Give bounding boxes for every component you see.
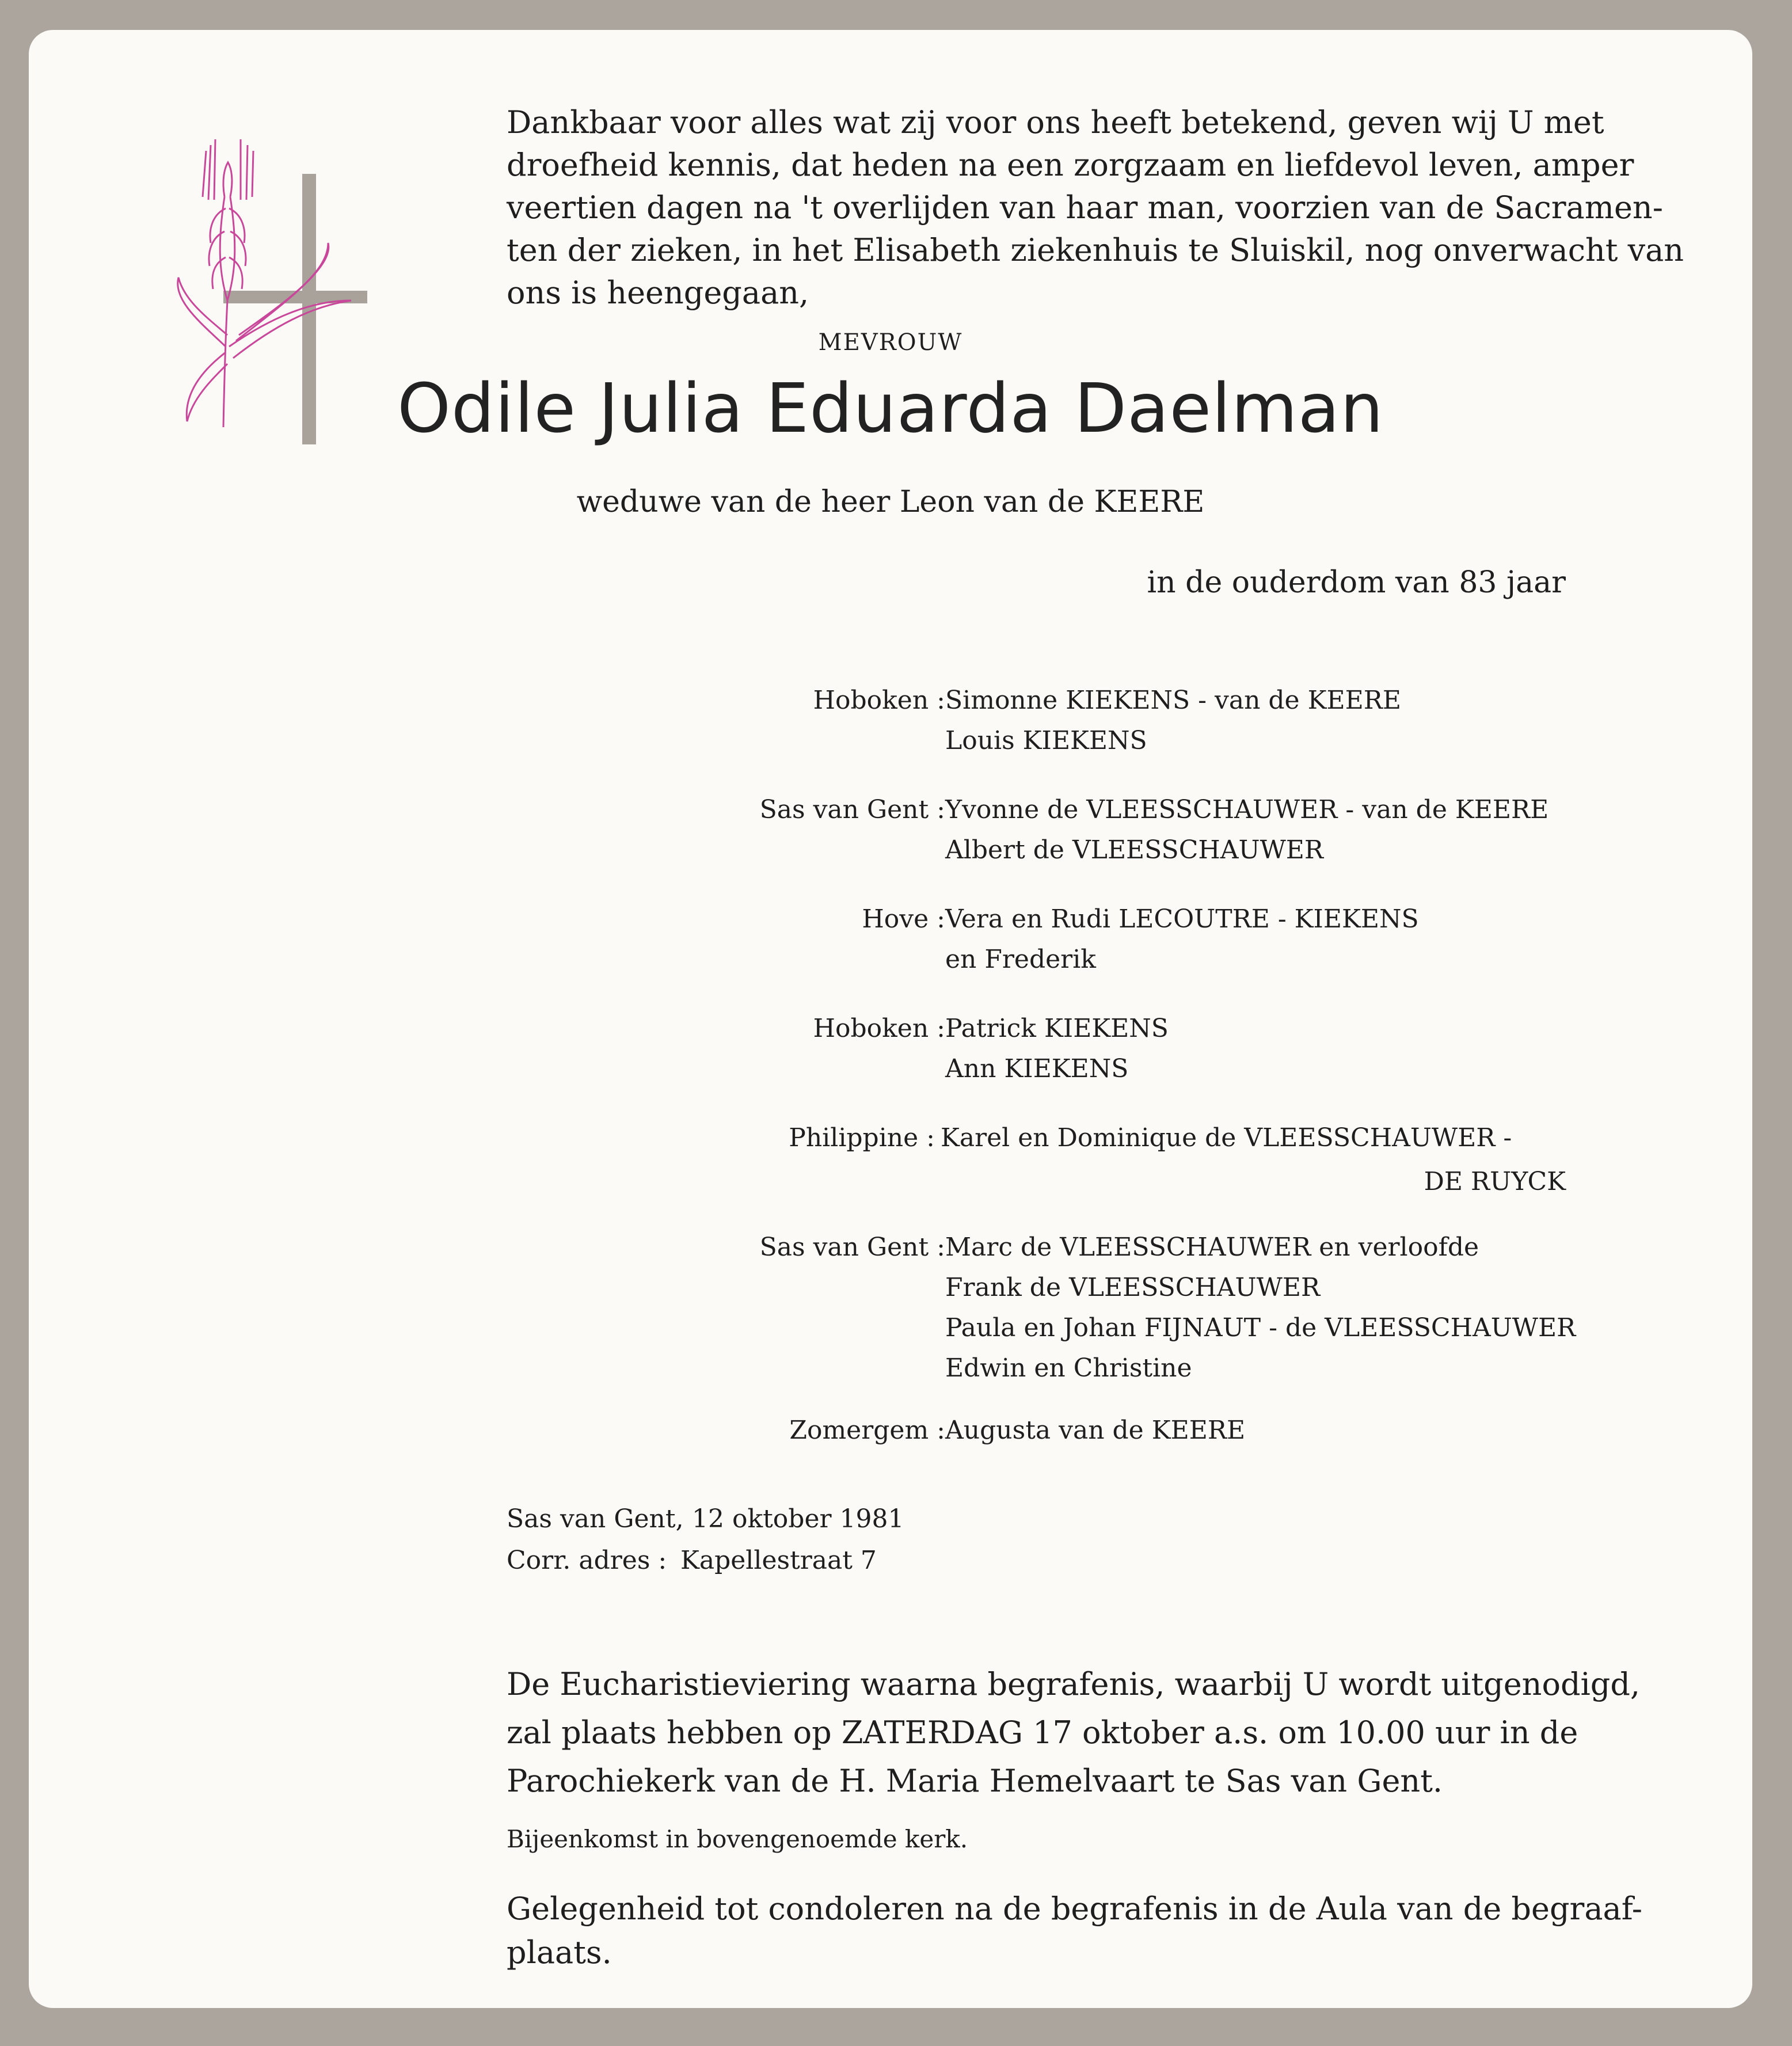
family-member: Simonne KIEKENS - van de KEERE [945, 686, 1401, 715]
family-place: Hoboken : [813, 686, 945, 715]
family-member: Frank de VLEESSCHAUWER [945, 1273, 1321, 1302]
intro-line: ons is heengegaan, [507, 275, 809, 311]
date-place: Sas van Gent, [507, 1504, 684, 1534]
intro-line: veertien dagen na 't overlijden van haar man, voorzien van de Sacramen- [507, 189, 1663, 226]
intro-line: droefheid kennis, dat heden na een zorgzaam en liefdevol leven, amper [507, 147, 1634, 183]
widow-line: weduwe van de heer Leon van de KEERE [576, 485, 1205, 519]
family-place: Zomergem : [789, 1416, 945, 1445]
family-place: Philippine : [789, 1123, 935, 1153]
address: Kapellestraat 7 [680, 1546, 877, 1575]
family-names [941, 1118, 1512, 1158]
family-member: en Frederik [945, 945, 1096, 974]
intro-line: Dankbaar voor alles wat zij voor ons heeft betekend, geven wij U met [507, 104, 1604, 140]
family-names [945, 899, 1419, 980]
family-names [945, 790, 1548, 870]
condolence-paragraph [507, 1887, 1643, 1975]
family-member-continuation: DE RUYCK [1424, 1167, 1566, 1196]
intro-paragraph [507, 101, 1684, 314]
deceased-name: Odile Julia Eduarda Daelman [397, 368, 1384, 448]
title-mevrouw: MEVROUW [818, 329, 963, 356]
family-place: Sas van Gent : [759, 795, 945, 824]
family-names [945, 1410, 1245, 1451]
service-line: Parochiekerk van de H. Maria Hemelvaart te Sas van Gent. [507, 1763, 1443, 1799]
family-member: Louis KIEKENS [945, 726, 1147, 755]
family-member: Karel en Dominique de VLEESSCHAUWER - [941, 1123, 1512, 1153]
intro-line: ten der zieken, in het Elisabeth ziekenhuis te Sluiskil, nog onverwacht van [507, 232, 1684, 268]
family-names [945, 1227, 1576, 1389]
service-line: zal plaats hebben op ZATERDAG 17 oktober a.s. om 10.00 uur in de [507, 1714, 1578, 1751]
family-place: Sas van Gent : [759, 1233, 945, 1262]
family-member: Albert de VLEESSCHAUWER [945, 835, 1324, 865]
condolence-line: Gelegenheid tot condoleren na de begrafenis in de Aula van de begraaf- [507, 1891, 1643, 1927]
service-line: De Eucharistieviering waarna begrafenis, waarbij U wordt uitgenodigd, [507, 1666, 1641, 1702]
address-label: Corr. adres : [507, 1546, 667, 1575]
age-line: in de ouderdom van 83 jaar [1147, 565, 1566, 600]
family-member: Marc de VLEESSCHAUWER en verloofde [945, 1233, 1479, 1262]
family-member: Vera en Rudi LECOUTRE - KIEKENS [945, 904, 1419, 934]
family-names [945, 680, 1401, 761]
family-member: Paula en Johan FIJNAUT - de VLEESSCHAUWER [945, 1313, 1576, 1343]
family-names [945, 1009, 1169, 1089]
family-member: Yvonne de VLEESSCHAUWER - van de KEERE [945, 795, 1549, 824]
condolence-line: plaats. [507, 1934, 612, 1971]
family-member: Patrick KIEKENS [945, 1014, 1169, 1043]
family-member: Ann KIEKENS [945, 1054, 1129, 1083]
date-line [507, 1499, 904, 1539]
date: 12 oktober 1981 [692, 1504, 904, 1534]
family-member: Augusta van de KEERE [945, 1416, 1246, 1445]
family-place: Hoboken : [813, 1014, 945, 1043]
family-member: Edwin en Christine [945, 1353, 1192, 1383]
service-paragraph [507, 1660, 1641, 1805]
meeting-note: Bijeenkomst in bovengenoemde kerk. [507, 1825, 968, 1853]
memorial-card [29, 30, 1752, 2008]
address-line [507, 1541, 877, 1581]
family-place: Hove : [862, 904, 945, 934]
